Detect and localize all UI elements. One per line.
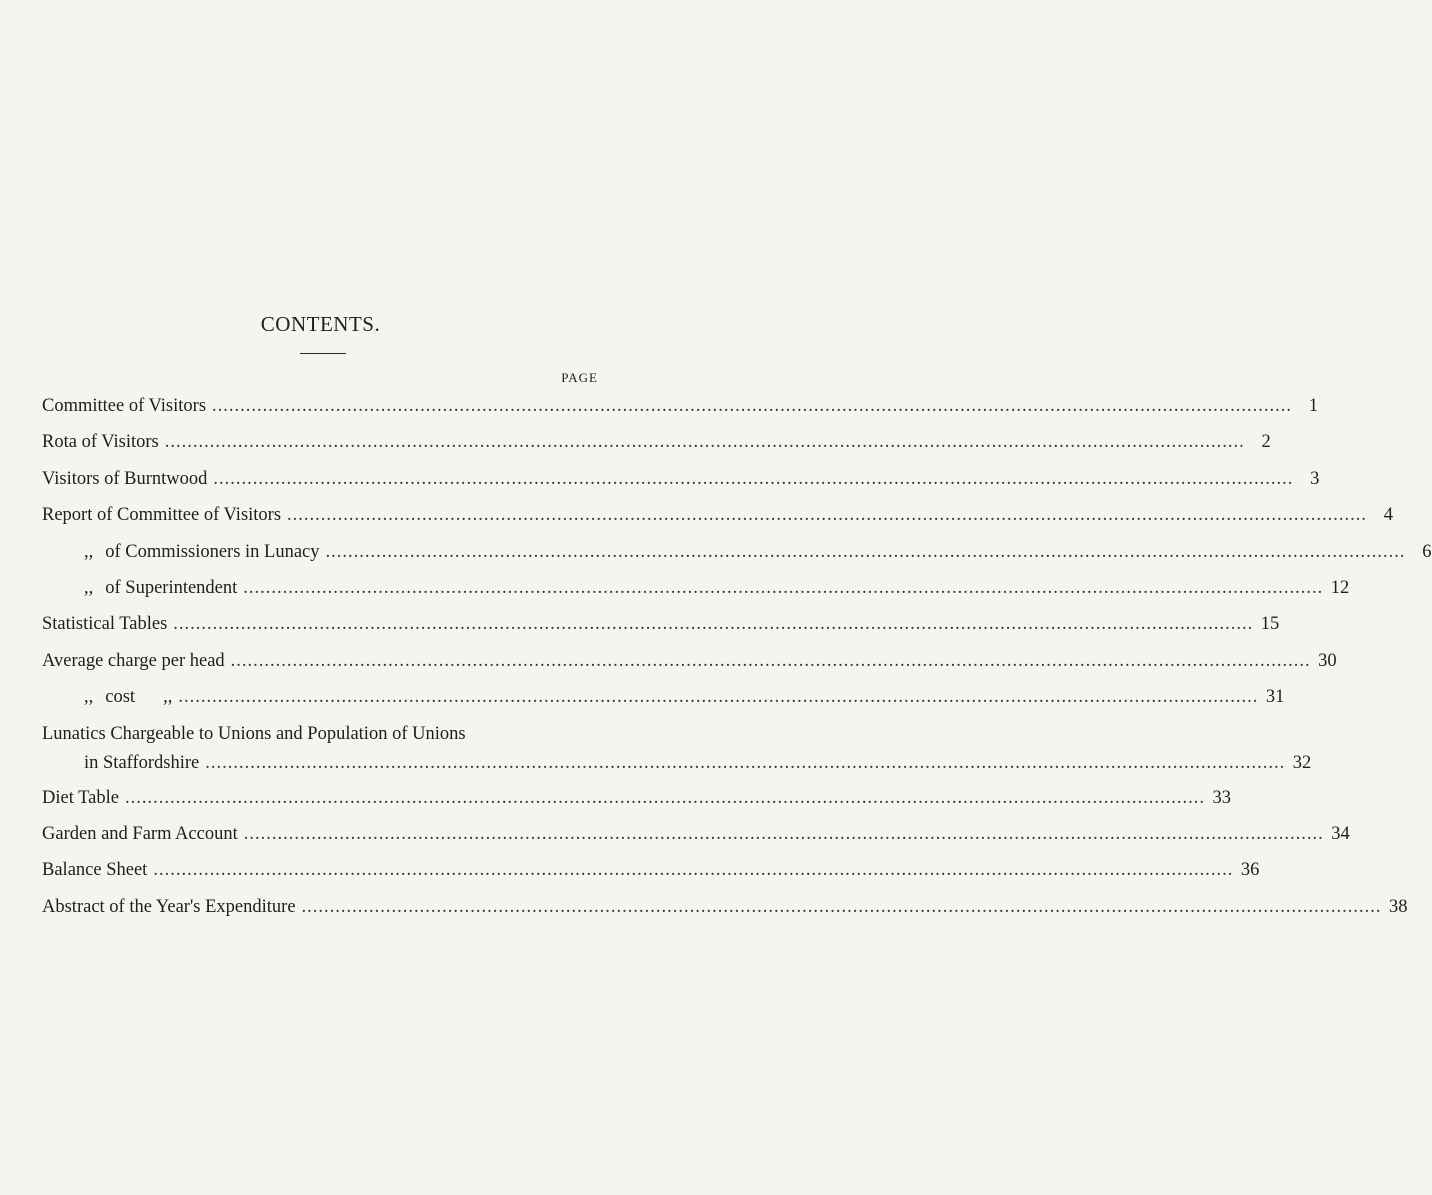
toc-entry-page: 6 (1422, 541, 1432, 562)
toc-entry-page: 36 (1240, 860, 1260, 881)
toc-entry-page: 30 (1318, 650, 1337, 671)
title-rule (300, 353, 346, 354)
toc-entry-label: Abstract of the Year's Expenditure (42, 896, 296, 917)
leader-dots: ................................................................................................................................................................................................ (243, 577, 1324, 598)
leader-dots: ................................................................................................................................................................................................ (173, 614, 1254, 635)
toc-entry-page: 15 (1260, 614, 1280, 635)
toc-entry-page: 32 (1292, 752, 1312, 773)
leader-dots: ................................................................................................................................................................................................ (164, 432, 1245, 453)
toc-entry-label (42, 542, 320, 563)
toc-entry-text: cost (105, 687, 136, 708)
toc-entry-page: 3 (1310, 468, 1320, 489)
toc-entry-text: of Commissioners in Lunacy (105, 541, 320, 562)
leader-dots: ................................................................................................................................................................................................ (287, 505, 1368, 526)
leader-dots: ................................................................................................................................................................................................ (212, 396, 1293, 416)
ditto-mark: ,, (84, 541, 94, 562)
toc-entry (42, 854, 1260, 890)
toc-entry (42, 645, 1337, 681)
toc-entry-label-continued: in Staffordshire (84, 752, 200, 773)
toc-entry-label: Average charge per head (42, 650, 225, 671)
leader-dots: ................................................................................................................................................................................................ (205, 752, 1286, 773)
toc-entry (42, 390, 1319, 426)
leader-dots: ................................................................................................................................................................................................ (230, 650, 1311, 671)
ditto-mark: ,, (163, 687, 173, 708)
toc-entry (42, 426, 1271, 462)
toc-entry (42, 818, 1350, 854)
toc-entry-page: 4 (1383, 505, 1394, 526)
toc-entry-label: Committee of Visitors (42, 396, 207, 416)
toc-entry-label: Rota of Visitors (42, 432, 159, 453)
page-title: CONTENTS. (260, 312, 381, 336)
toc-entry (42, 891, 1408, 927)
toc-entry-page: 34 (1331, 823, 1350, 844)
toc-entry-page: 38 (1389, 896, 1408, 917)
page-column-label: PAGE (561, 370, 598, 385)
toc-entry-label: Balance Sheet (42, 860, 148, 881)
toc-entry (42, 499, 1394, 535)
toc-entry-label (42, 687, 172, 708)
toc-entry (42, 536, 1432, 572)
contents-list (42, 390, 1432, 927)
toc-entry-page: 12 (1330, 577, 1350, 598)
toc-entry (42, 608, 1280, 644)
toc-entry-label: Garden and Farm Account (42, 823, 238, 844)
toc-entry-text: of Superintendent (105, 577, 238, 598)
ditto-mark: ,, (84, 577, 94, 598)
toc-entry-label: Diet Table (42, 787, 119, 808)
leader-dots: ................................................................................................................................................................................................ (301, 896, 1382, 917)
toc-entry-page: 31 (1265, 687, 1285, 708)
toc-entry (42, 572, 1350, 608)
toc-entry (42, 718, 1312, 782)
toc-entry (42, 782, 1231, 818)
leader-dots: ................................................................................................................................................................................................ (213, 468, 1294, 489)
toc-entry (42, 681, 1285, 717)
toc-entry-label: Report of Committee of Visitors (42, 505, 282, 526)
leader-dots: ................................................................................................................................................................................................ (243, 823, 1324, 844)
leader-dots: ................................................................................................................................................................................................ (153, 860, 1234, 881)
toc-entry-label (42, 578, 237, 599)
toc-entry-label: Visitors of Burntwood (42, 468, 208, 489)
leader-dots: ................................................................................................................................................................................................ (325, 541, 1406, 562)
toc-entry-label: Lunatics Chargeable to Unions and Population of Unions (42, 723, 466, 744)
ditto-mark: ,, (84, 687, 94, 708)
toc-entry-page: 33 (1212, 787, 1231, 808)
toc-entry (42, 463, 1320, 499)
toc-entry-page: 2 (1261, 432, 1271, 453)
toc-entry-label: Statistical Tables (42, 614, 168, 635)
leader-dots: ................................................................................................................................................................................................ (178, 687, 1259, 708)
leader-dots: ................................................................................................................................................................................................ (124, 787, 1205, 808)
toc-entry-page: 1 (1308, 396, 1319, 416)
